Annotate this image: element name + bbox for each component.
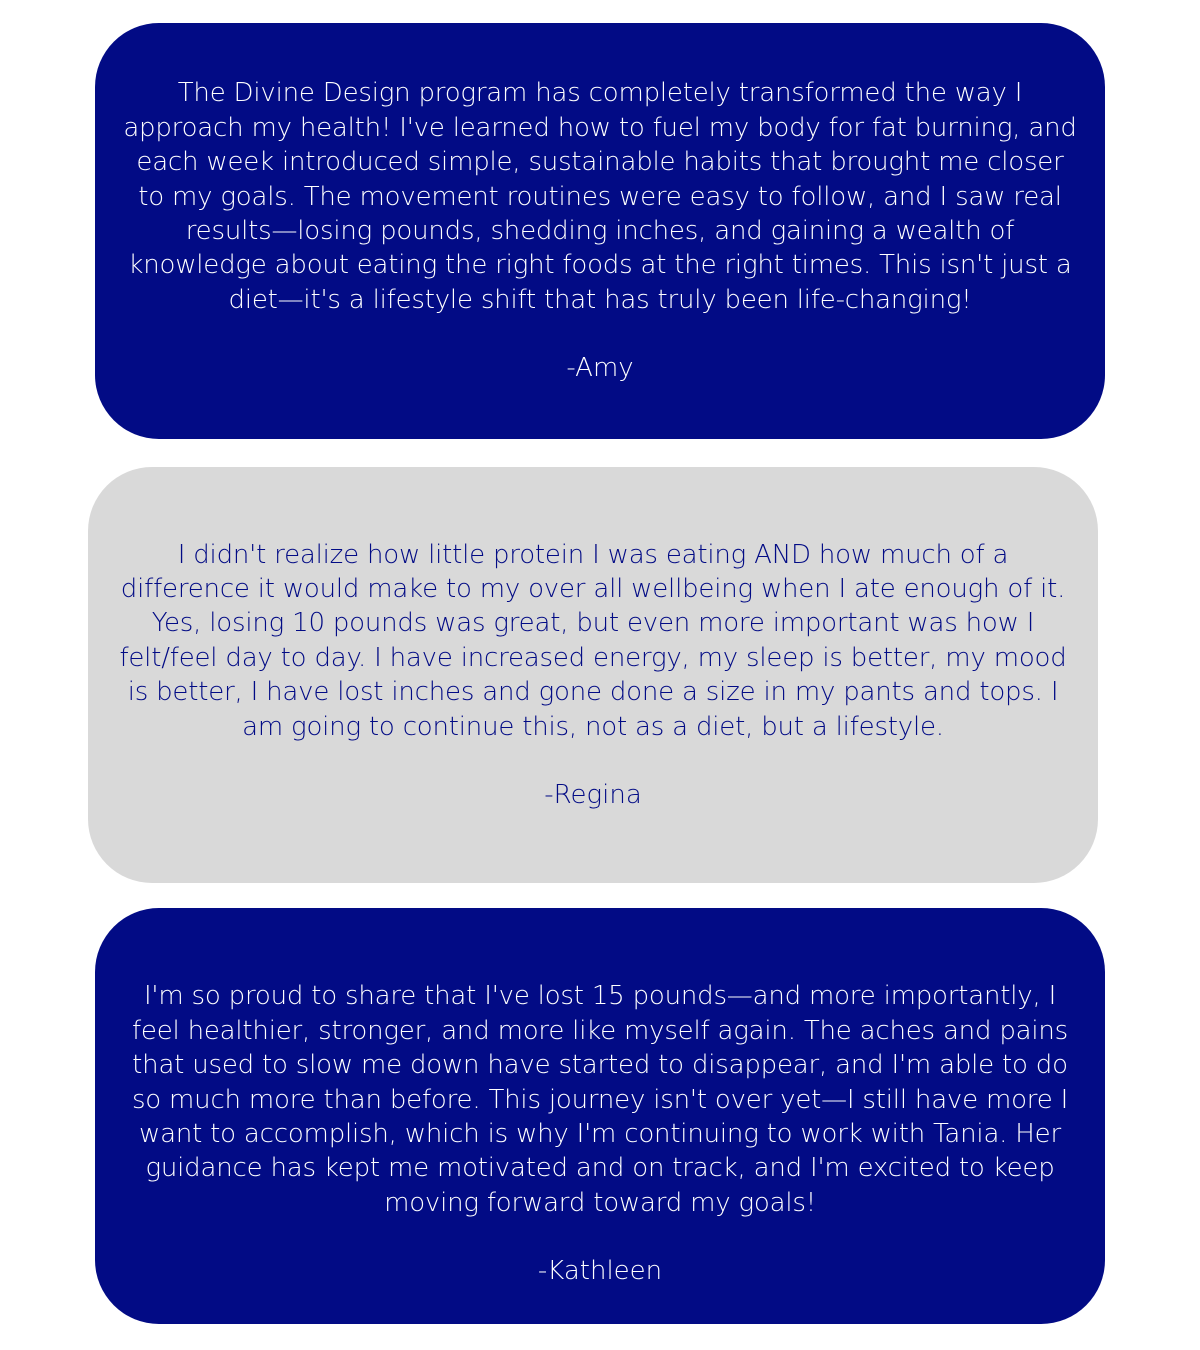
testimonial-author: -Kathleen (537, 1256, 663, 1287)
testimonial-card-regina (88, 467, 1098, 883)
testimonial-author: -Amy (566, 353, 634, 384)
testimonial-author: -Regina (544, 780, 642, 811)
testimonial-quote: I'm so proud to share that I've lost 15 pounds—and more importantly, I feel healthier, stronger, and more like myself again. The aches and pains that used to slow me down have started to disappear, and I'm able to do so much more than before. This journey isn't over yet—I still have more I want to accomplish, which is why I'm continuing to work with Tania. Her guidance has kept me motivated and on track, and I'm excited to keep moving forward toward my goals! (131, 981, 1069, 1218)
testimonial-quote: I didn't realize how little protein I was eating AND how much of a difference it would make to my over all wellbeing when I ate enough of it. Yes, losing 10 pounds was great, but even more important was how I felt/feel day to day. I have increased energy, my sleep is better, my mood is better, I have lost inches and gone done a size in my pants and tops. I am going to continue this, not as a diet, but a lifestyle. (119, 539, 1067, 742)
testimonial-card-amy (95, 23, 1105, 439)
testimonial-quote: The Divine Design program has completely transformed the way I approach my health! I've learned how to fuel my body for fat burning, and each week introduced simple, sustainable habits that brought me closer to my goals. The movement routines were easy to follow, and I saw real results—losing pounds, shedding inches, and gaining a wealth of knowledge about eating the right foods at the right times. This isn't just a diet—it's a lifestyle shift that has truly been life-changing! (123, 78, 1077, 315)
testimonial-card-kathleen (95, 908, 1105, 1324)
